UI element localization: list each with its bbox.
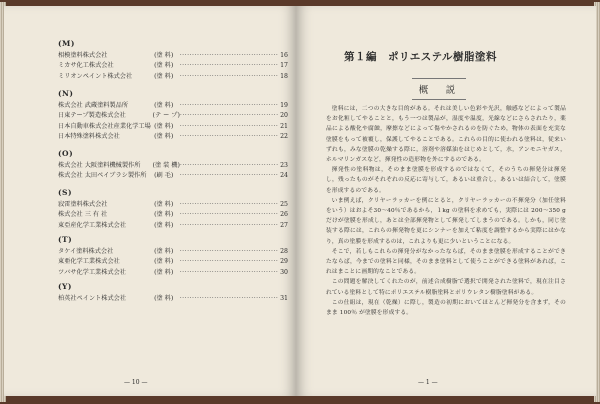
page-number-right: — 1 —: [418, 379, 438, 386]
index-group-letter: (Y): [58, 282, 72, 291]
page-reference: 21: [280, 122, 288, 130]
index-group: [58, 282, 288, 304]
page-reference: 30: [280, 268, 288, 276]
index-entry: [58, 101, 288, 111]
body-paragraph: この仕組は，現在（乾燥）に際し，製造の初期においてほとんど揮発分を含まず，そのまま 100％ が塗膜を形成する。: [326, 299, 566, 317]
company-name: ツバサ化学工業株式会社: [58, 268, 126, 276]
product-category: (塗 料): [154, 211, 174, 219]
index-entry: [58, 257, 288, 267]
index-group-letter: (O): [58, 149, 74, 158]
index-entry: [58, 294, 288, 304]
index-group: [58, 235, 288, 278]
page-reference: 24: [280, 172, 288, 180]
company-name: 東亞産化学工業株式会社: [58, 221, 127, 229]
right-page: [296, 6, 596, 396]
page-reference: 19: [280, 102, 288, 109]
leader-dots: ········································: [179, 122, 279, 130]
body-paragraph: この問題を解決してくれたのが，前述合成樹脂で選択で開発された塗料で，現在注目されている塗料として特にポリエステル樹脂塗料とポリウレタン樹脂塗料がある。: [326, 279, 566, 296]
index-entry: [58, 221, 288, 231]
page-number-left: — 10 —: [124, 379, 148, 386]
company-name: 株式会社 三 有 社: [58, 211, 108, 219]
page-reference: 20: [280, 112, 288, 120]
company-name: 株式会社 太田ペイブラシ製作所: [58, 172, 147, 180]
product-category: (塗 装 機): [152, 162, 180, 169]
leader-dots: ········································: [179, 268, 279, 276]
company-name: タケイ塗料株式会社: [58, 248, 114, 255]
index-entry: [58, 72, 288, 82]
company-name: ミカサ化工株式会社: [58, 62, 114, 70]
index-entry: [58, 171, 288, 181]
chapter-title: 第１編 ポリエステル樹脂塗料: [344, 51, 498, 63]
leader-dots: ········································: [179, 52, 279, 59]
company-name: 日本特殊塗料株式会社: [58, 132, 120, 140]
leader-dots: ········································: [179, 132, 279, 140]
leader-dots: ········································: [179, 211, 279, 219]
section-heading: 概 説: [412, 78, 466, 100]
leader-dots: ········································: [179, 295, 279, 302]
product-category: (刷 毛): [154, 172, 174, 180]
page-reference: 25: [280, 201, 288, 208]
company-name: 日本自動車株式会社産業化学工場: [58, 122, 151, 130]
index-entry: [58, 122, 288, 132]
leader-dots: ········································: [179, 162, 279, 169]
product-category: (塗 料): [154, 132, 174, 140]
page-reference: 31: [280, 295, 288, 302]
page-reference: 16: [280, 52, 288, 59]
leader-dots: ········································: [179, 221, 279, 229]
company-name: 相模塗料株式会社: [58, 52, 108, 59]
page-reference: 26: [280, 211, 288, 219]
index-entry: [58, 51, 288, 61]
index-group-letter: (N): [58, 89, 74, 98]
product-category: (塗 料): [154, 122, 174, 130]
index-entry: [58, 132, 288, 142]
leader-dots: ········································: [179, 112, 279, 120]
company-name: 寂雷塗料株式会社: [58, 201, 108, 208]
index-entry: [58, 268, 288, 278]
page-reference: 23: [280, 162, 288, 169]
index-entry: [58, 200, 288, 210]
index-group-letter: (S): [58, 188, 73, 197]
index-group: [58, 149, 288, 182]
index-group-letter: (M): [58, 39, 75, 48]
index-group: [58, 188, 288, 231]
product-category: (塗 料): [154, 268, 174, 276]
page-reference: 29: [280, 258, 288, 266]
page-reference: 22: [280, 132, 288, 140]
page-reference: 17: [280, 62, 288, 70]
index-group-letter: (T): [58, 235, 73, 244]
leader-dots: ········································: [179, 258, 279, 266]
leader-dots: ········································: [179, 172, 279, 180]
company-name: 東亜化学工業株式会社: [58, 258, 120, 266]
product-category: (塗 料): [154, 258, 174, 266]
product-category: (塗 料): [154, 295, 174, 302]
body-text: [326, 104, 566, 318]
index-entry: [58, 111, 288, 121]
body-paragraph: いま例えば，クリヤーラッカーを例にとると，クリヤーラッカーの不揮発分（加任塗料をいう）はおよそ30～40％であるから，１kg の塗料を求めても，実際には 200～350 g だけが塗膜を形成し，あとは全部揮発物として揮発してしまうのである。しかも，同じ塗装する際には，これらの揮発物を更にシンナーを加えて粘度を調整するから実際にはかなり，真の塗膜を形成するのは，これよりも更に少いということになる。: [326, 197, 566, 245]
product-category: (塗 料): [154, 221, 174, 229]
index-group: [58, 39, 288, 82]
leader-dots: ········································: [179, 62, 279, 70]
company-name: 株式会社 武蔵塗料製品所: [58, 102, 129, 109]
index-entry: [58, 61, 288, 71]
index-entry: [58, 161, 288, 171]
company-name: 株式会社 大阪塗料機械製作所: [58, 162, 141, 169]
company-name: 日東テープ製造株式会社: [58, 112, 126, 120]
product-category: (塗 料): [154, 248, 174, 255]
leader-dots: ········································: [179, 72, 279, 80]
leader-dots: ········································: [179, 102, 279, 109]
index-entry: [58, 210, 288, 220]
body-paragraph: 塗料には，二つの大きな目的がある。それは美しい色彩や光沢，触感などによって製品をお化粧してやることと，もう一つは製品が，湿度や温度，光線などにさらされたり，薬品による酸化や腐蝕，摩擦などによって傷やかされるのを防ぐため，物体の表面を充実な塗膜をもって被覆し，保護してやることである。これらの目的に使われる塗料は，従来いずれも，みな塗膜の乾燥する際に，溶剤や溶媒油をはじめとして，水，アンモニヤガス，ホルマリンガスなど，揮発性の造形物を外にするのである。: [326, 106, 566, 164]
company-name: ミリオンペイント株式会社: [58, 72, 133, 80]
product-category: (塗 料): [154, 102, 174, 109]
product-category: (テ ー プ): [152, 112, 180, 120]
leader-dots: ········································: [179, 201, 279, 208]
page-reference: 27: [280, 221, 288, 229]
left-page: [4, 6, 296, 396]
company-name: 柏英社ペイント株式会社: [58, 295, 127, 302]
product-category: (塗 料): [154, 62, 174, 70]
page-reference: 18: [280, 72, 288, 80]
leader-dots: ········································: [179, 248, 279, 255]
page-reference: 28: [280, 248, 288, 255]
body-paragraph: 揮発性の塗料物は，そのまま塗膜を形成するのではなくて，そのうちの揮発分は揮発し，残ったものがそれぞれの反応に寄与して，あるいは重合し，あるいは結合して，塗膜を形成するのである。: [326, 167, 566, 194]
index-entry: [58, 247, 288, 257]
product-category: (塗 料): [154, 52, 174, 59]
product-category: (塗 料): [154, 72, 174, 80]
product-category: (塗 料): [154, 201, 174, 208]
body-paragraph: そこで，若しもこれらの揮発分がなかったならば，そのまま塗膜を形成することができたならば，今までの塗料と同様，そのまま塗料として使うことができる塗料があれば，これはまことに画期的なことである。: [326, 248, 566, 276]
index-group: [58, 89, 288, 142]
